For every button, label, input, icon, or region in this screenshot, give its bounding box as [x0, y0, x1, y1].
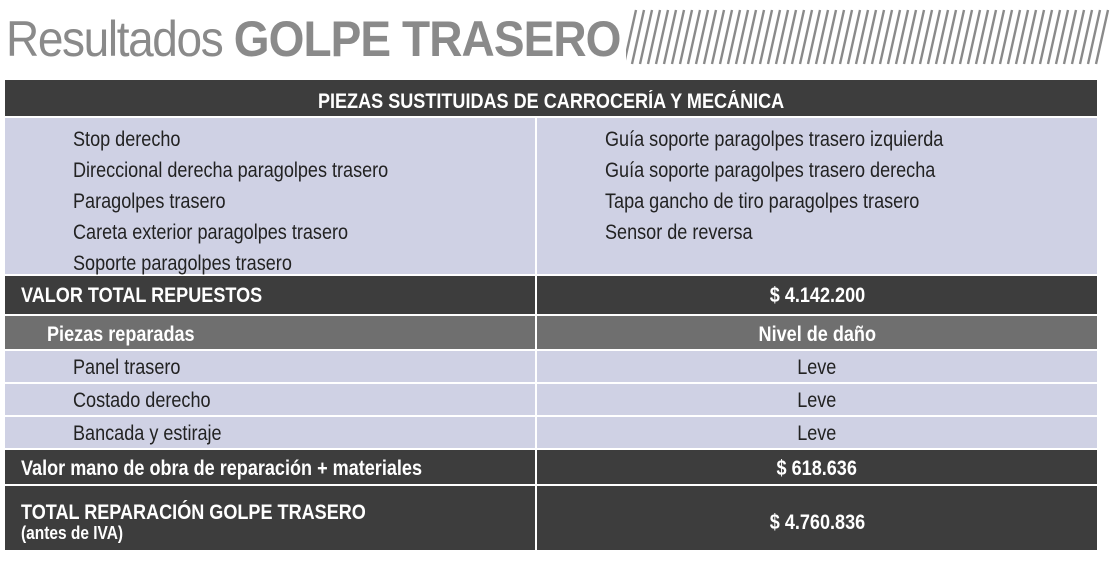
list-item: Paragolpes trasero: [73, 190, 226, 213]
title-bold: GOLPE TRASERO: [233, 11, 621, 67]
list-item: Guía soporte paragolpes trasero derecha: [605, 159, 936, 182]
grand-total-label: [5, 486, 535, 550]
list-item: Soporte paragolpes trasero: [73, 252, 292, 275]
repaired-part-level: Leve: [537, 384, 1097, 415]
replaced-parts-left-list: [5, 118, 535, 274]
parts-total-value: $ 4.142.200: [537, 276, 1097, 314]
title-row: [0, 0, 1112, 76]
grand-total-value: $ 4.760.836: [537, 486, 1097, 550]
repaired-part-name: Costado derecho: [5, 384, 535, 415]
list-item: Direccional derecha paragolpes trasero: [73, 159, 389, 182]
parts-total-label: VALOR TOTAL REPUESTOS: [5, 276, 535, 314]
repaired-part-name: Panel trasero: [5, 351, 535, 382]
list-item: Careta exterior paragolpes trasero: [73, 221, 349, 244]
diagonal-hatch-decoration: [626, 8, 1112, 66]
list-item: Sensor de reversa: [605, 221, 753, 244]
damage-level-header: Nivel de daño: [537, 316, 1097, 349]
repaired-part-name: Bancada y estiraje: [5, 417, 535, 448]
labor-cost-label: Valor mano de obra de reparación + materiales: [5, 450, 535, 484]
results-table: [5, 80, 1097, 550]
repaired-part-level: Leve: [537, 417, 1097, 448]
list-item: Tapa gancho de tiro paragolpes trasero: [605, 190, 920, 213]
labor-cost-value: $ 618.636: [537, 450, 1097, 484]
list-item: Guía soporte paragolpes trasero izquierda: [605, 128, 944, 151]
page-title: [6, 8, 621, 70]
grand-total-note: (antes de IVA): [21, 523, 124, 543]
title-light: Resultados: [6, 11, 223, 67]
grand-total-title: TOTAL REPARACIÓN GOLPE TRASERO: [21, 501, 366, 524]
replaced-parts-header: PIEZAS SUSTITUIDAS DE CARROCERÍA Y MECÁNICA: [5, 80, 1097, 116]
list-item: Stop derecho: [73, 128, 181, 151]
repaired-part-level: Leve: [537, 351, 1097, 382]
repaired-parts-header: Piezas reparadas: [5, 316, 535, 349]
replaced-parts-right-list: [537, 118, 1097, 274]
